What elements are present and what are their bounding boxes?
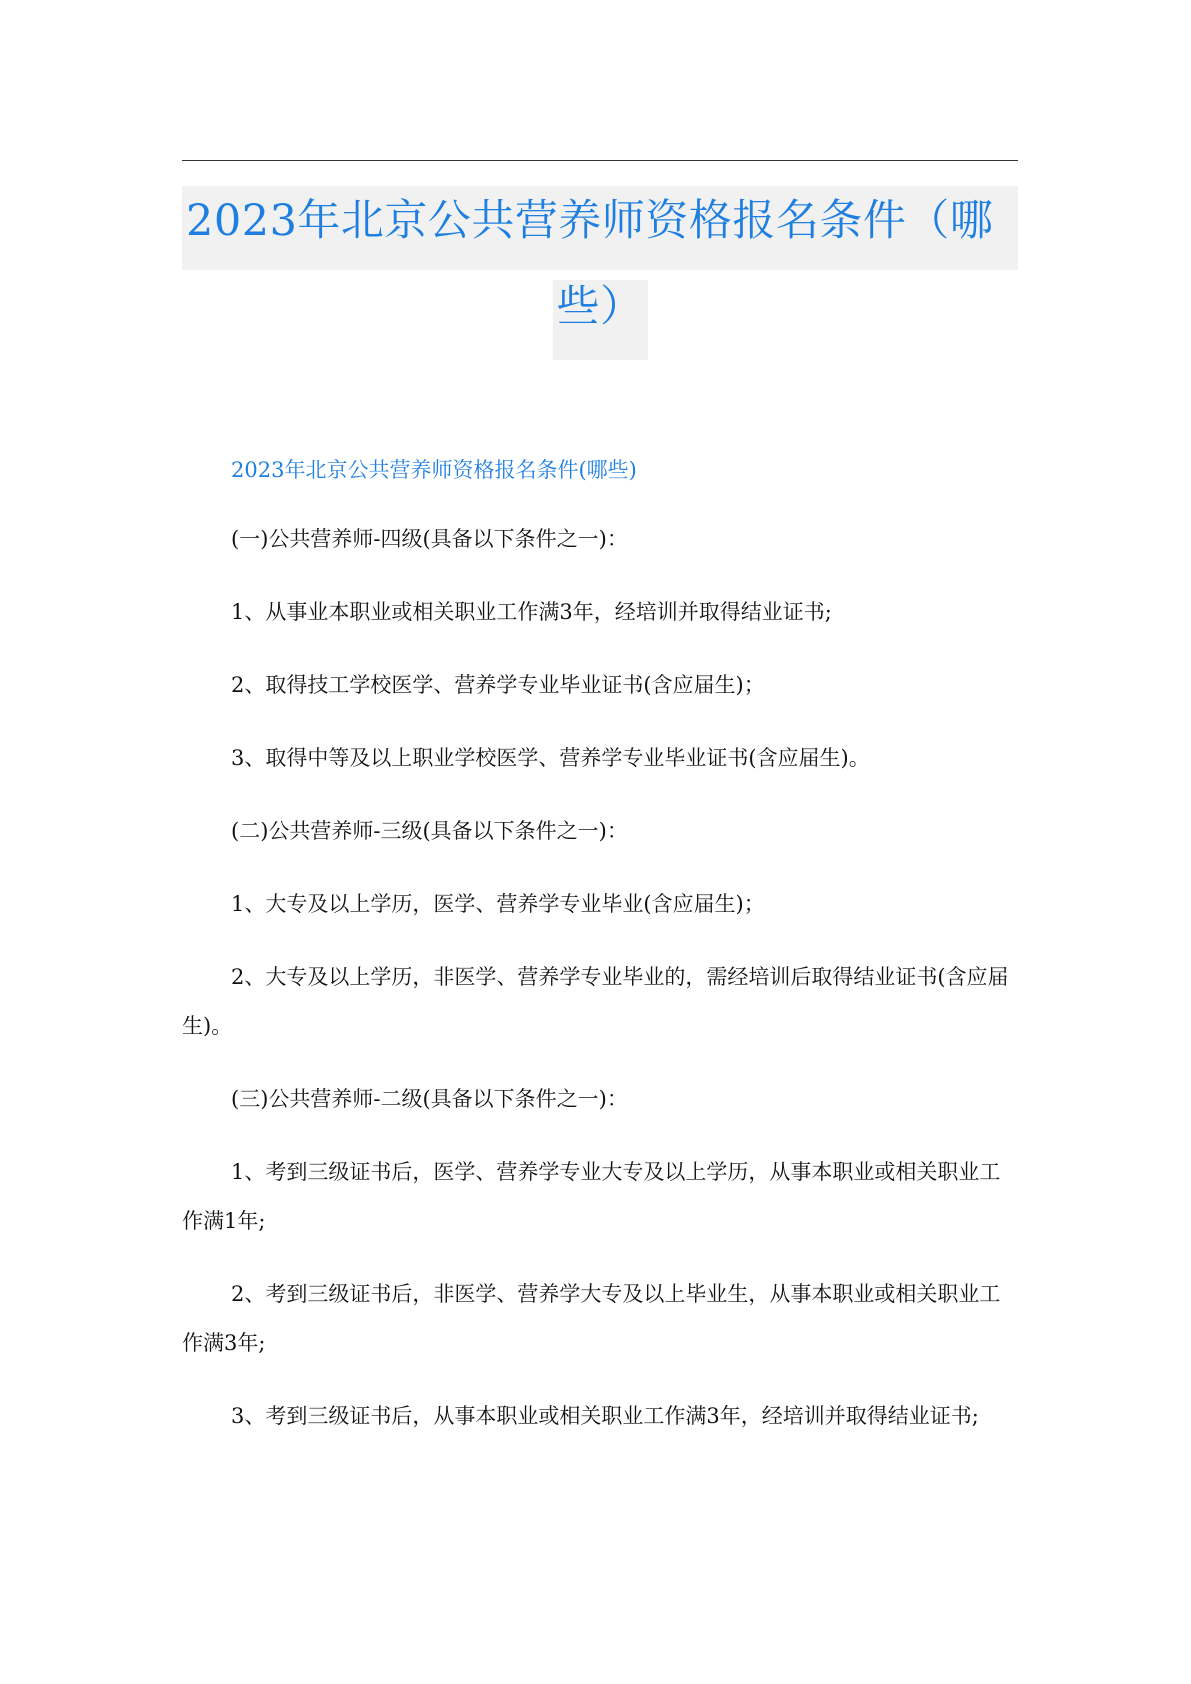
header-rule [182,160,1018,161]
paragraph-level2-item1: 1、考到三级证书后，医学、营养学专业大专及以上学历，从事本职业或相关职业工作满1年; [182,1160,1001,1233]
paragraph-level2-item3: 3、考到三级证书后，从事本职业或相关职业工作满3年，经培训并取得结业证书; [231,1404,979,1428]
section-heading-level4: (一)公共营养师-四级(具备以下条件之一)： [231,527,628,551]
paragraph-level2-item2: 2、考到三级证书后，非医学、营养学大专及以上毕业生，从事本职业或相关职业工作满3年; [182,1282,1001,1355]
paragraph-level4-item3: 3、取得中等及以上职业学校医学、营养学专业毕业证书(含应届生)。 [231,746,870,770]
section-heading-level2: (三)公共营养师-二级(具备以下条件之一)： [231,1087,628,1111]
document-title [182,186,1018,360]
paragraph-level4-item2: 2、取得技工学校医学、营养学专业毕业证书(含应届生)； [231,673,765,697]
title-line-2: 些） [553,280,648,360]
section-heading-level3: (二)公共营养师-三级(具备以下条件之一)： [231,819,628,843]
paragraph-level3-item1: 1、大专及以上学历，医学、营养学专业毕业(含应届生)； [231,892,765,916]
paragraph-level4-item1: 1、从事业本职业或相关职业工作满3年，经培训并取得结业证书; [231,600,832,624]
document-subtitle: 2023年北京公共营养师资格报名条件(哪些) [231,458,637,482]
paragraph-level3-item2: 2、大专及以上学历，非医学、营养学专业毕业的，需经培训后取得结业证书(含应届生)。 [182,965,1009,1038]
title-line-1: 2023年北京公共营养师资格报名条件（哪 [182,186,1018,270]
